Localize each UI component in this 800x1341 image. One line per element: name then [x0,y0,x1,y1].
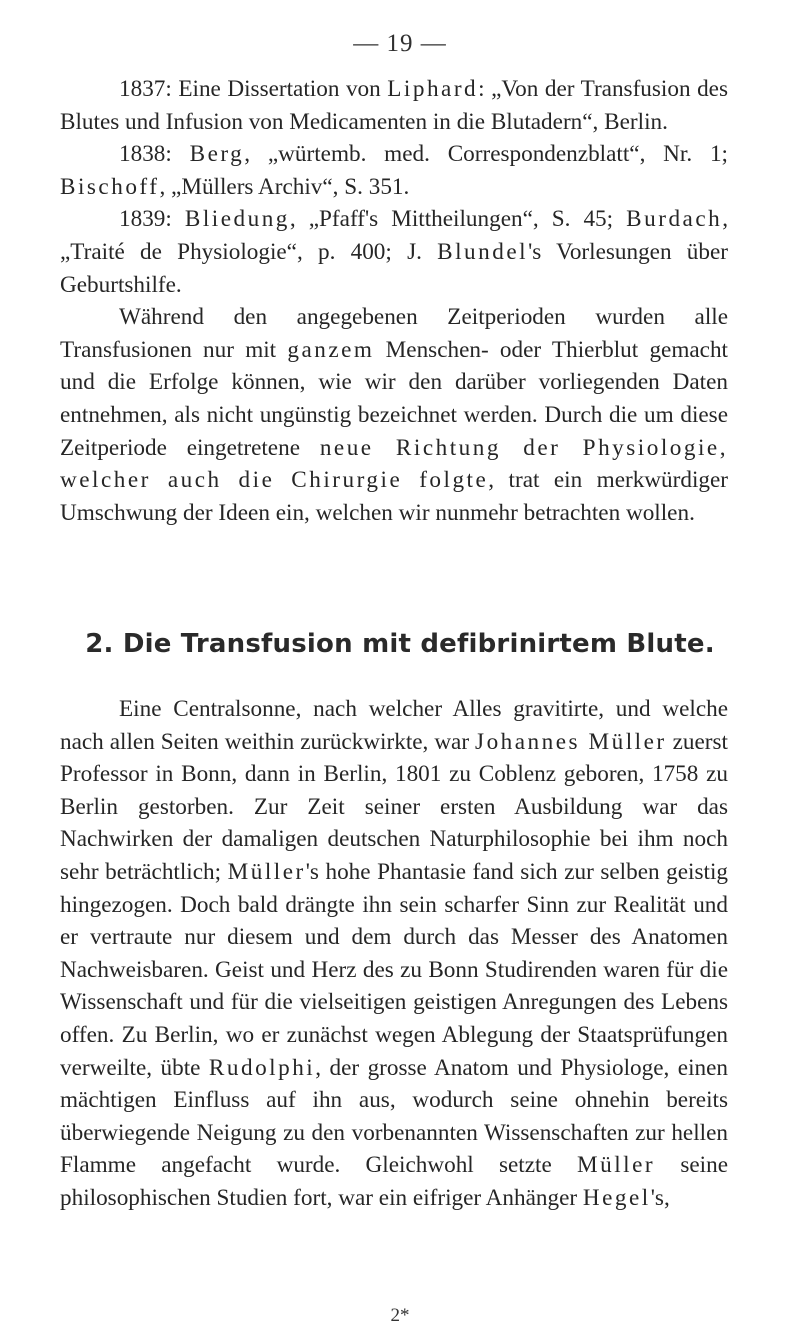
name-mueller: Müller [227,858,306,885]
section-text-2: zuerst Professor in Bonn, dann in Berlin, 1801 zu Coblenz geboren, 1758 zu Berlin gestorben. Zur Zeit seiner ersten Ausbildung war das Nachwirken der damaligen deutschen Naturphilosophie bei ihm noch sehr beträchtlich; [60,728,728,885]
section-text-5: seine philosophischen Studien fort, war ein eifriger Anhänger [60,1152,728,1211]
reference-1838-lead: 1838: [119,141,190,168]
name-mueller-2: Müller [577,1152,656,1179]
name-rudolphi: Rudolphi [208,1054,316,1081]
reference-1839-text-2: , „Traité de Physiologie“, p. 400; J. [60,206,729,265]
name-johannes-mueller: Johannes Müller [475,728,667,755]
signature-mark: 2* [390,1305,410,1326]
section-text-1: Eine Centralsonne, nach welcher Alles gravitirte, und welche nach allen Seiten weithin zurückwirkte, war [60,696,728,755]
reference-1839 [60,203,728,301]
author-bischoff: Bischoff [60,173,160,200]
reference-1838 [60,138,728,203]
section-text-6: 's, [650,1184,670,1211]
section-paragraph [60,693,728,1215]
intro-emphasis-neue-richtung: neue Richtung der Physiologie, welcher auch die Chirurgie folgte [60,434,728,494]
author-bliedung: Bliedung [184,206,290,233]
intro-paragraph [60,301,728,529]
name-hegel: Hegel [582,1184,651,1211]
author-blundel: Blundel [437,238,529,265]
reference-1839-lead: 1839: [119,206,185,233]
references-and-intro [60,73,728,529]
page-number: — 19 — [353,30,447,57]
reference-1837-text: : „Von der Transfusion des Blutes und Infusion von Medicamenten in die Blutadern“, Berlin. [60,76,728,135]
reference-1838-text-1: , „würtemb. med. Correspondenzblatt“, Nr. 1; [244,141,728,168]
reference-1839-text-1: , „Pfaff's Mittheilungen“, S. 45; [289,206,627,233]
author-burdach: Burdach [626,206,723,233]
intro-text-2: Menschen- oder Thierblut gemacht und die Erfolge können, wie wir den darüber vorliegenden Daten entnehmen, als nicht ungünstig bezeichnet werden. Durch die um diese Zeitperiode eingetretene [60,336,728,461]
section-heading: 2. Die Transfusion mit defibrinirtem Blute. [85,629,715,659]
reference-1838-text-2: , „Müllers Archiv“, S. 351. [159,173,410,200]
reference-1837 [60,73,728,138]
author-berg: Berg [189,141,245,168]
intro-text-3: , trat ein merkwürdiger Umschwung der Ideen ein, welchen wir nunmehr betrachten wollen. [60,467,728,526]
reference-1839-text-3: 's Vorlesungen über Geburtshilfe. [60,238,728,298]
section-text-4: , der grosse Anatom und Physiologe, einen mächtigen Einfluss auf ihn aus, wodurch seine ohnehin bereits überwiegende Neigung zu den vorbenannten Wissenschaften zur hellen Flamme angefacht wurde. Gleichwohl setzte [60,1054,728,1179]
intro-text-1: Während den angegebenen Zeitperioden wurden alle Transfusionen nur mit [60,304,728,363]
section-text-3: 's hohe Phantasie fand sich zur selben geistig hingezogen. Doch bald drängte ihn sein scharfer Sinn zur Realität und er vertraute nur diesem und dem durch das Messer des Anatomen Nachweisbaren. Geist und Herz des zu Bonn Studirenden waren für die Wissenschaft und für die vielseitigen geistigen Anregungen des Lebens offen. Zu Berlin, wo er zunächst wegen Ablegung der Staatsprüfungen verweilte, übte [60,858,728,1081]
intro-emphasis-ganzem: ganzem [287,336,375,363]
author-liphard: Liphard [387,76,479,102]
section-body [60,693,728,1215]
reference-1837-lead: 1837: Eine Dissertation von [119,76,388,102]
